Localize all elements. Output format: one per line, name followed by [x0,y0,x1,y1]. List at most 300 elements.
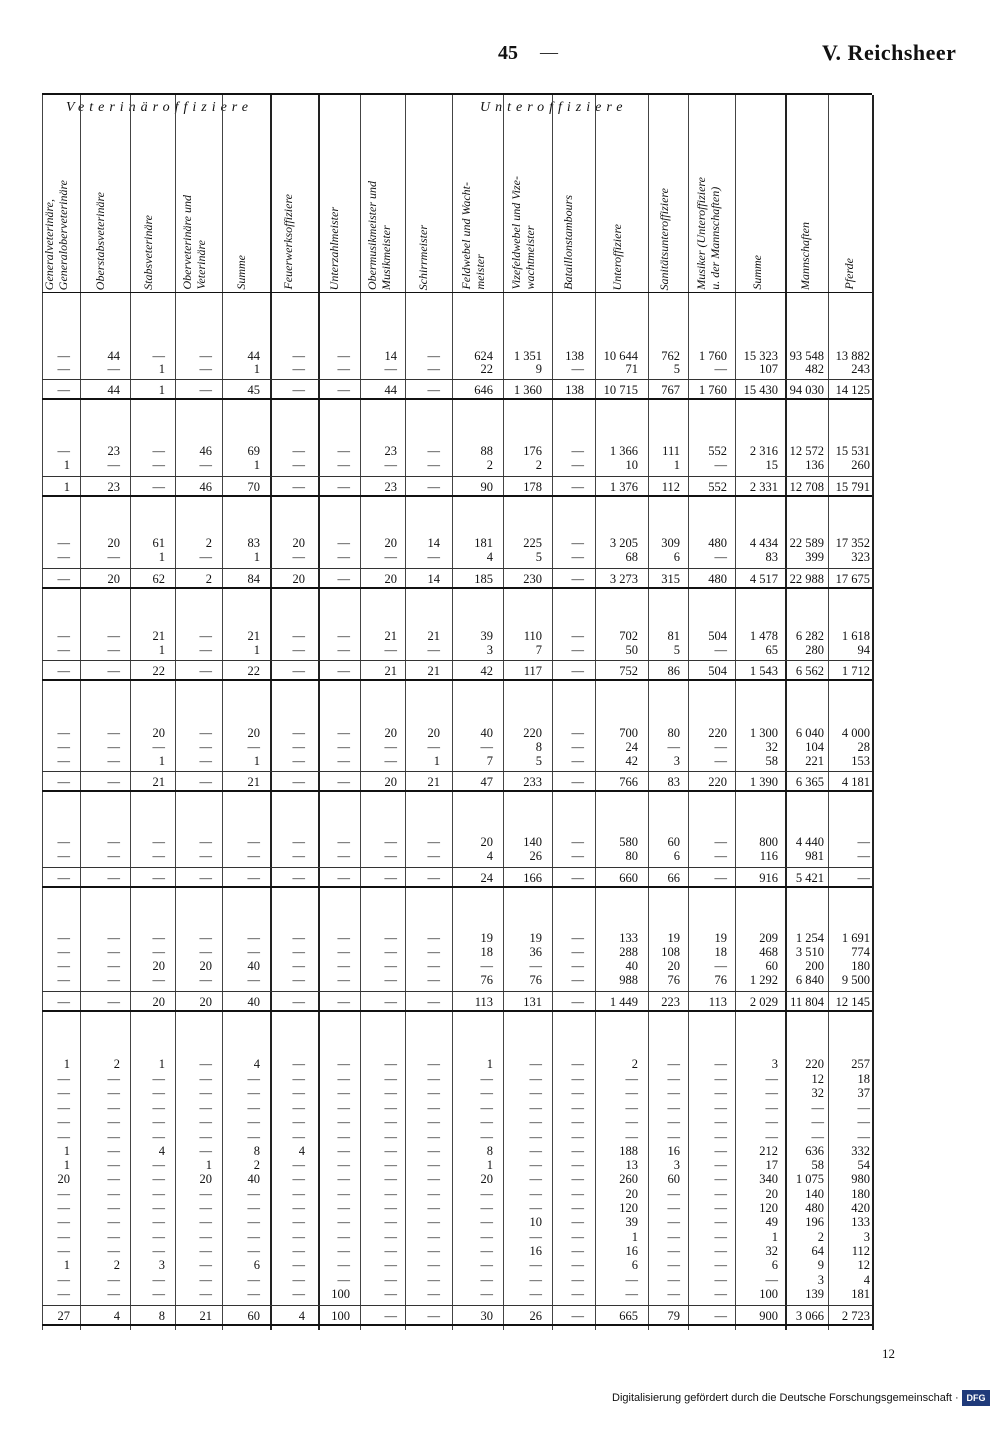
table-cell: — [107,550,120,564]
table-cell: — [337,1158,350,1172]
total-cell: — [292,995,305,1009]
table-cell: 15 [765,458,778,472]
table-cell: — [57,1130,70,1144]
table-cell: — [199,1101,212,1115]
total-cell: — [292,383,305,397]
total-cell: 766 [619,775,638,789]
table-cell: 181 [851,1287,870,1301]
table-cell: 2 [253,1158,260,1172]
table-cell: 340 [759,1172,778,1186]
table-cell: — [571,1215,584,1229]
table-cell: — [152,1215,165,1229]
table-cell: — [57,362,70,376]
table-cell: — [57,1273,70,1287]
table-cell: 762 [661,349,680,363]
total-cell: — [107,664,120,678]
table-cell: — [247,931,260,945]
table-cell: — [480,1287,493,1301]
table-cell: — [714,643,727,657]
table-cell: 19 [667,931,680,945]
total-cell: — [152,871,165,885]
table-cell: — [625,1273,638,1287]
table-cell: 100 [331,1287,350,1301]
column-header-label: Feldwebel und Wacht- meister [458,182,487,290]
column-header [222,120,262,290]
table-cell: — [107,1101,120,1115]
total-cell: — [337,572,350,586]
table-cell: — [571,1115,584,1129]
total-cell: 45 [247,383,260,397]
column-header-label: Obermusikmeister und Musikmeister [364,181,393,290]
table-cell: — [337,536,350,550]
total-cell: — [107,775,120,789]
table-cell: 480 [805,1201,824,1215]
table-cell: — [811,1130,824,1144]
table-cell: — [625,1101,638,1115]
table-cell: 93 548 [789,349,824,363]
table-cell: — [107,1086,120,1100]
table-cell: 332 [851,1144,870,1158]
table-cell: 2 [113,1258,120,1272]
total-cell: — [384,995,397,1009]
total-cell: 1 [158,383,165,397]
table-cell: — [571,444,584,458]
table-cell: 10 [529,1215,542,1229]
subtotal-rule [42,991,872,992]
total-cell: 14 [427,572,440,586]
table-cell: — [57,1287,70,1301]
table-cell: 19 [529,931,542,945]
table-cell: — [292,1273,305,1287]
table-cell: — [384,1258,397,1272]
table-cell: — [384,931,397,945]
table-cell: 108 [661,945,680,959]
table-cell: — [337,1258,350,1272]
total-cell: — [337,664,350,678]
table-cell: 20 [107,536,120,550]
table-cell: — [667,1057,680,1071]
total-cell: 4 517 [749,572,778,586]
table-cell: — [57,643,70,657]
table-cell: — [107,1072,120,1086]
table-cell: — [427,945,440,959]
table-cell: 15 323 [743,349,778,363]
table-cell: 20 [57,1172,70,1186]
table-cell: — [427,550,440,564]
table-cell: — [199,973,212,987]
table-cell: — [571,1130,584,1144]
table-cell: — [480,1258,493,1272]
table-cell: — [292,945,305,959]
table-cell: — [247,849,260,863]
table-cell: 1 [158,550,165,564]
table-cell: 139 [805,1287,824,1301]
total-cell: 20 [152,995,165,1009]
total-cell: — [292,664,305,678]
table-cell: 60 [667,835,680,849]
table-cell: — [292,444,305,458]
table-cell: — [765,1115,778,1129]
total-cell: — [714,871,727,885]
table-cell: — [292,1072,305,1086]
table-cell: 1 [253,550,260,564]
total-cell: — [152,480,165,494]
table-cell: — [480,1115,493,1129]
table-cell: — [57,1072,70,1086]
table-cell: 13 882 [835,349,870,363]
table-cell: 65 [765,643,778,657]
table-cell: 1 [486,1158,493,1172]
total-cell: 79 [667,1309,680,1323]
table-cell: — [384,945,397,959]
table-cell: — [107,629,120,643]
table-cell: — [292,931,305,945]
total-cell: 660 [619,871,638,885]
table-cell: — [337,1057,350,1071]
table-cell: — [199,550,212,564]
table-cell: — [714,1057,727,1071]
table-cell: — [152,458,165,472]
column-header [785,120,826,290]
table-cell: 800 [759,835,778,849]
table-cell: — [292,349,305,363]
table-cell: 1 [63,1057,70,1071]
table-cell: — [667,1115,680,1129]
table-cell: 111 [662,444,680,458]
digitization-credit: Digitalisierung gefördert durch die Deutsche Forschungsgemeinschaft · [612,1392,959,1404]
table-cell: — [427,1101,440,1115]
table-cell: — [571,973,584,987]
table-cell: 20 [427,726,440,740]
table-cell: — [714,754,727,768]
table-cell: 32 [765,740,778,754]
table-cell: 1 [253,643,260,657]
total-cell: 1 360 [513,383,542,397]
table-cell: — [107,959,120,973]
table-cell: — [529,1273,542,1287]
table-cell: 288 [619,945,638,959]
table-cell: 2 [817,1230,824,1244]
table-cell: — [427,973,440,987]
column-header [80,120,122,290]
table-cell: 21 [384,629,397,643]
total-cell: 480 [708,572,727,586]
table-cell: 1 760 [698,349,727,363]
table-cell: — [714,1287,727,1301]
table-cell: 21 [427,629,440,643]
table-cell: — [292,1258,305,1272]
table-cell: 46 [199,444,212,458]
table-cell: — [571,1158,584,1172]
table-top-rule [42,93,872,95]
table-cell: 83 [247,536,260,550]
table-cell: 120 [619,1201,638,1215]
section-rule [42,495,872,497]
table-cell: 1 [771,1230,778,1244]
total-cell: 113 [474,995,493,1009]
table-cell: 153 [851,754,870,768]
table-cell: 4 [486,550,493,564]
total-cell: 21 [247,775,260,789]
total-cell: 1 449 [609,995,638,1009]
total-cell: 94 030 [789,383,824,397]
table-cell: — [247,1101,260,1115]
total-cell: — [57,572,70,586]
table-cell: — [384,754,397,768]
table-cell: — [57,1115,70,1129]
table-cell: — [427,1244,440,1258]
table-cell: 36 [529,945,542,959]
table-cell: — [337,1101,350,1115]
total-cell: 21 [152,775,165,789]
table-cell: — [427,931,440,945]
table-cell: — [811,1115,824,1129]
table-cell: 180 [851,959,870,973]
table-cell: — [857,1115,870,1129]
table-cell: 6 [631,1258,638,1272]
column-header-label: Bataillonstambours [561,195,576,290]
table-cell: — [571,1230,584,1244]
total-cell: 1 [63,480,70,494]
table-cell: — [714,1258,727,1272]
table-cell: — [529,1201,542,1215]
table-cell: — [384,1057,397,1071]
table-cell: 468 [759,945,778,959]
table-cell: 9 [535,362,542,376]
table-cell: 8 [253,1144,260,1158]
table-cell: — [152,945,165,959]
table-cell: 19 [714,931,727,945]
table-cell: — [292,643,305,657]
total-cell: 552 [708,480,727,494]
table-cell: — [384,1144,397,1158]
table-cell: 40 [480,726,493,740]
table-cell: — [427,740,440,754]
table-cell: 1 [253,754,260,768]
table-cell: — [199,1230,212,1244]
total-cell: 166 [523,871,542,885]
table-cell: 49 [765,1215,778,1229]
table-cell: 20 [292,536,305,550]
column-rule [872,95,874,1330]
table-cell: — [107,362,120,376]
table-cell: 188 [619,1144,638,1158]
table-cell: — [384,1230,397,1244]
table-cell: — [107,1230,120,1244]
table-cell: 18 [714,945,727,959]
total-cell: 20 [384,775,397,789]
total-cell: 100 [331,1309,350,1323]
total-cell: 22 988 [789,572,824,586]
total-cell: 230 [523,572,542,586]
table-cell: — [384,1201,397,1215]
table-cell: — [427,1273,440,1287]
table-cell: — [337,1115,350,1129]
table-cell: 1 [63,1158,70,1172]
total-cell: 220 [708,775,727,789]
table-cell: — [480,1215,493,1229]
total-cell: 2 029 [749,995,778,1009]
table-cell: — [337,931,350,945]
table-cell: 4 [158,1144,165,1158]
table-cell: — [625,1072,638,1086]
table-cell: 3 510 [795,945,824,959]
table-cell: 1 254 [795,931,824,945]
total-cell: — [857,871,870,885]
table-cell: — [199,1086,212,1100]
table-cell: — [480,1101,493,1115]
table-cell: — [199,1072,212,1086]
table-cell: 260 [851,458,870,472]
table-cell: — [714,1230,727,1244]
table-cell: — [667,1258,680,1272]
table-cell: 133 [851,1215,870,1229]
table-cell: — [427,835,440,849]
table-cell: — [480,1086,493,1100]
table-cell: 4 [863,1273,870,1287]
column-header-label: Sanitätsunteroffiziere [657,187,672,290]
table-cell: — [337,835,350,849]
total-cell: 15 791 [835,480,870,494]
table-cell: 20 [384,536,397,550]
table-cell: 80 [625,849,638,863]
table-cell: 5 [673,643,680,657]
table-cell: — [529,1158,542,1172]
table-cell: 1 075 [795,1172,824,1186]
table-cell: — [529,1057,542,1071]
table-cell: — [571,931,584,945]
group-header-veterinaer: Veterinäroffiziere [66,100,253,115]
table-cell: — [714,550,727,564]
table-cell: 60 [765,959,778,973]
section-rule [42,1010,872,1012]
table-cell: — [152,1158,165,1172]
table-cell: — [765,1130,778,1144]
table-cell: 981 [805,849,824,863]
total-cell: 62 [152,572,165,586]
column-header [175,120,214,290]
table-cell: — [427,1215,440,1229]
table-cell: 580 [619,835,638,849]
total-cell: 5 421 [795,871,824,885]
table-cell: — [292,550,305,564]
table-cell: — [384,1172,397,1186]
table-cell: — [337,1144,350,1158]
table-cell: — [107,726,120,740]
table-cell: — [625,1130,638,1144]
column-header-label: Oberveterinäre und Veterinäre [179,195,208,290]
table-cell: — [427,1144,440,1158]
table-cell: 309 [661,536,680,550]
table-cell: 1 [631,1230,638,1244]
table-cell: 1 [63,458,70,472]
table-cell: — [152,349,165,363]
total-cell: 27 [57,1309,70,1323]
table-cell: 3 [158,1258,165,1272]
table-cell: — [384,550,397,564]
table-cell: — [529,1287,542,1301]
table-cell: — [152,1273,165,1287]
table-cell: 4 [253,1057,260,1071]
table-cell: 4 [486,849,493,863]
table-cell: 1 [63,1258,70,1272]
column-header-label: Pferde [842,258,857,290]
table-cell: 1 [63,1144,70,1158]
column-header [688,120,729,290]
table-cell: — [765,1072,778,1086]
table-cell: 1 366 [609,444,638,458]
table-cell: 482 [805,362,824,376]
total-cell: — [571,871,584,885]
table-cell: — [337,1072,350,1086]
table-cell: — [714,1101,727,1115]
table-cell: — [292,973,305,987]
table-cell: — [571,1144,584,1158]
table-cell: — [107,835,120,849]
column-header [42,120,72,290]
table-cell: — [714,740,727,754]
table-cell: — [337,754,350,768]
table-cell: — [714,1144,727,1158]
table-cell: 14 [427,536,440,550]
column-header-label: Summe [234,255,249,290]
table-cell: 212 [759,1144,778,1158]
table-cell: 20 [199,1172,212,1186]
total-cell: 21 [427,664,440,678]
table-cell: — [57,973,70,987]
column-header [318,120,352,290]
table-cell: — [337,1215,350,1229]
group-header-unteroffiziere: Unteroffiziere [480,100,628,115]
table-cell: — [292,1172,305,1186]
table-cell: 116 [759,849,778,863]
total-cell: 665 [619,1309,638,1323]
table-cell: — [152,1172,165,1186]
table-cell: 40 [625,959,638,973]
table-cell: 4 434 [749,536,778,550]
table-cell: — [571,1057,584,1071]
table-cell: — [529,1144,542,1158]
table-cell: — [292,362,305,376]
table-cell: 1 [158,362,165,376]
column-header-label: Feuerwerksoffiziere [280,194,295,290]
table-cell: — [337,959,350,973]
table-cell: — [247,1072,260,1086]
table-cell: 80 [667,726,680,740]
total-cell: — [199,383,212,397]
table-cell: — [199,1115,212,1129]
total-cell: 138 [565,383,584,397]
total-cell: 315 [661,572,680,586]
table-cell: — [107,754,120,768]
table-cell: 17 [765,1158,778,1172]
table-cell: — [152,1101,165,1115]
total-cell: — [571,995,584,1009]
table-cell: — [107,1201,120,1215]
subtotal-rule [42,771,872,772]
table-cell: 7 [486,754,493,768]
total-cell: 900 [759,1309,778,1323]
table-cell: — [57,1230,70,1244]
table-cell: — [199,754,212,768]
column-header [405,120,442,290]
table-cell: — [714,1187,727,1201]
table-cell: 4 [298,1144,305,1158]
table-cell: 257 [851,1057,870,1071]
table-cell: 1 [205,1158,212,1172]
table-cell: — [57,754,70,768]
table-cell: 20 [152,726,165,740]
